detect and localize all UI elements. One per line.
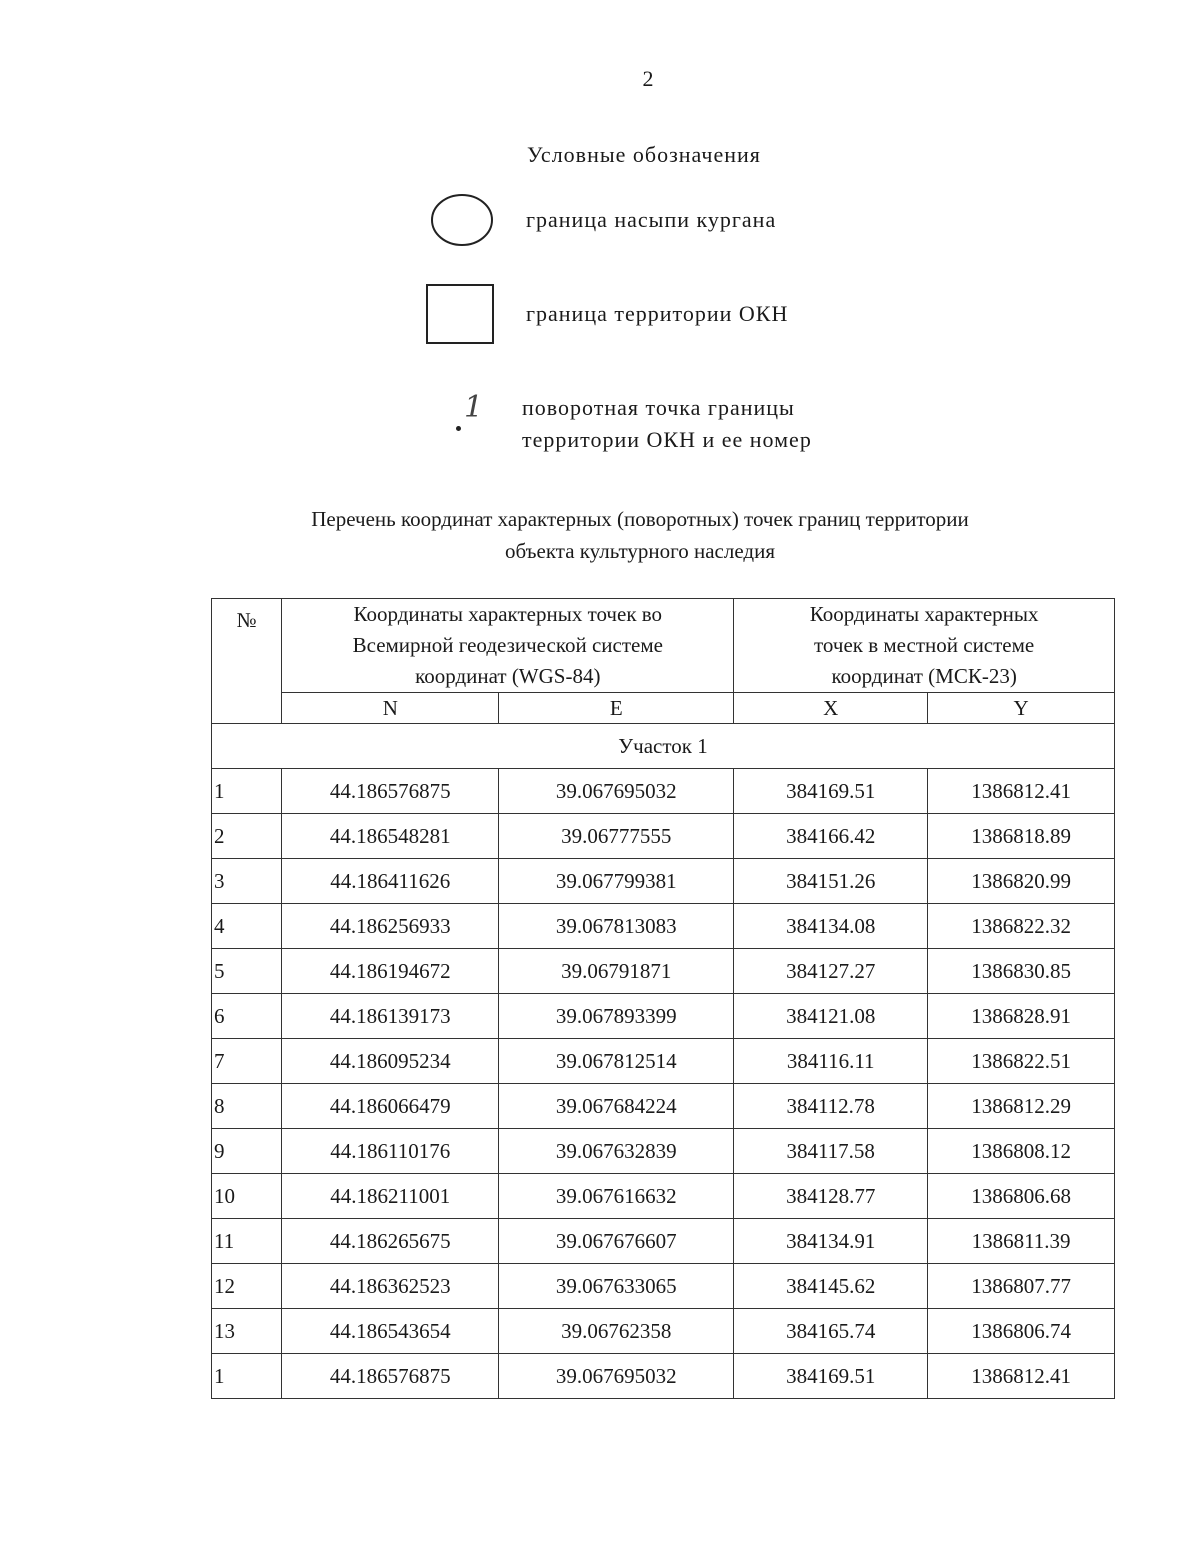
- cell-e: 39.067813083: [499, 904, 734, 949]
- table-row: [212, 1129, 1115, 1174]
- cell-y: 1386812.41: [928, 1354, 1115, 1399]
- cell-number: 9: [212, 1129, 282, 1174]
- cell-e: 39.06762358: [499, 1309, 734, 1354]
- cell-number: 11: [212, 1219, 282, 1264]
- legend-title: Условные обозначения: [527, 142, 761, 167]
- table-row: [212, 994, 1115, 1039]
- header-x: X: [734, 693, 928, 724]
- cell-x: 384116.11: [734, 1039, 928, 1084]
- table-row: [212, 1354, 1115, 1399]
- header-e: E: [499, 693, 734, 724]
- section-row: Участок 1: [212, 724, 1115, 769]
- cell-y: 1386811.39: [928, 1219, 1115, 1264]
- cell-y: 1386818.89: [928, 814, 1115, 859]
- square-outline-icon: [420, 284, 500, 344]
- cell-y: 1386807.77: [928, 1264, 1115, 1309]
- header-n: N: [282, 693, 499, 724]
- header-wgs84-line2: Всемирной геодезической системе: [352, 633, 663, 657]
- header-wgs84-line3: координат (WGS-84): [415, 664, 601, 688]
- cell-x: 384151.26: [734, 859, 928, 904]
- caption-line2: объекта культурного наследия: [505, 539, 775, 563]
- cell-number: 1: [212, 769, 282, 814]
- header-msk23-line2: точек в местной системе: [814, 633, 1035, 657]
- table-row: [212, 1219, 1115, 1264]
- cell-x: 384166.42: [734, 814, 928, 859]
- coordinates-table: [211, 598, 1115, 1399]
- cell-y: 1386830.85: [928, 949, 1115, 994]
- legend-item-turning-point: [420, 392, 812, 456]
- cell-n: 44.186576875: [282, 1354, 499, 1399]
- cell-x: 384128.77: [734, 1174, 928, 1219]
- cell-e: 39.067676607: [499, 1219, 734, 1264]
- header-wgs84: [282, 599, 734, 693]
- cell-x: 384112.78: [734, 1084, 928, 1129]
- legend-label: граница насыпи кургана: [526, 207, 777, 232]
- table-row: [212, 904, 1115, 949]
- table-row: [212, 814, 1115, 859]
- cell-n: 44.186411626: [282, 859, 499, 904]
- cell-y: 1386806.74: [928, 1309, 1115, 1354]
- cell-n: 44.186265675: [282, 1219, 499, 1264]
- page-number: 2: [642, 66, 654, 91]
- cell-number: 8: [212, 1084, 282, 1129]
- cell-e: 39.067633065: [499, 1264, 734, 1309]
- cell-e: 39.06777555: [499, 814, 734, 859]
- circle-outline-icon: [420, 190, 500, 250]
- cell-x: 384169.51: [734, 1354, 928, 1399]
- header-msk23-line1: Координаты характерных: [809, 602, 1039, 626]
- cell-x: 384145.62: [734, 1264, 928, 1309]
- table-row: [212, 1264, 1115, 1309]
- cell-x: 384134.91: [734, 1219, 928, 1264]
- legend-label-line2: территории ОКН и ее номер: [522, 427, 812, 452]
- table-caption: [180, 503, 1100, 567]
- cell-x: 384134.08: [734, 904, 928, 949]
- cell-e: 39.06791871: [499, 949, 734, 994]
- cell-number: 7: [212, 1039, 282, 1084]
- cell-n: 44.186110176: [282, 1129, 499, 1174]
- cell-e: 39.067893399: [499, 994, 734, 1039]
- cell-n: 44.186256933: [282, 904, 499, 949]
- table-row: [212, 1174, 1115, 1219]
- cell-number: 12: [212, 1264, 282, 1309]
- caption-line1: Перечень координат характерных (поворотных) точек границ территории: [311, 507, 969, 531]
- cell-n: 44.186548281: [282, 814, 499, 859]
- cell-number: 4: [212, 904, 282, 949]
- cell-number: 6: [212, 994, 282, 1039]
- table-row: [212, 769, 1115, 814]
- point-marker-icon: [420, 392, 500, 456]
- table-row: [212, 859, 1115, 904]
- legend-item-territory-boundary: [420, 284, 788, 344]
- cell-n: 44.186362523: [282, 1264, 499, 1309]
- cell-y: 1386820.99: [928, 859, 1115, 904]
- cell-e: 39.067684224: [499, 1084, 734, 1129]
- legend-label: граница территории ОКН: [526, 301, 789, 326]
- cell-x: 384117.58: [734, 1129, 928, 1174]
- cell-number: 13: [212, 1309, 282, 1354]
- cell-n: 44.186139173: [282, 994, 499, 1039]
- cell-x: 384127.27: [734, 949, 928, 994]
- header-y: Y: [928, 693, 1115, 724]
- point-marker-dot: [456, 426, 461, 431]
- cell-e: 39.067632839: [499, 1129, 734, 1174]
- cell-x: 384121.08: [734, 994, 928, 1039]
- legend-item-mound-boundary: [420, 190, 776, 250]
- cell-y: 1386828.91: [928, 994, 1115, 1039]
- cell-number: 5: [212, 949, 282, 994]
- table-row: [212, 949, 1115, 994]
- cell-e: 39.067812514: [499, 1039, 734, 1084]
- legend-label-line1: поворотная точка границы: [522, 395, 795, 420]
- cell-e: 39.067799381: [499, 859, 734, 904]
- table-row: [212, 1039, 1115, 1084]
- cell-y: 1386806.68: [928, 1174, 1115, 1219]
- cell-y: 1386822.32: [928, 904, 1115, 949]
- cell-number: 10: [212, 1174, 282, 1219]
- table-row: [212, 1084, 1115, 1129]
- cell-number: 3: [212, 859, 282, 904]
- cell-x: 384169.51: [734, 769, 928, 814]
- legend-label: [522, 392, 812, 456]
- table-row: [212, 1309, 1115, 1354]
- cell-y: 1386812.29: [928, 1084, 1115, 1129]
- point-marker-number: 1: [464, 390, 484, 425]
- cell-number: 1: [212, 1354, 282, 1399]
- header-msk23-line3: координат (МСК-23): [831, 664, 1017, 688]
- cell-n: 44.186543654: [282, 1309, 499, 1354]
- cell-number: 2: [212, 814, 282, 859]
- header-wgs84-line1: Координаты характерных точек во: [353, 602, 663, 626]
- cell-n: 44.186576875: [282, 769, 499, 814]
- header-number: №: [212, 599, 282, 724]
- cell-e: 39.067695032: [499, 1354, 734, 1399]
- cell-e: 39.067695032: [499, 769, 734, 814]
- cell-n: 44.186194672: [282, 949, 499, 994]
- cell-y: 1386812.41: [928, 769, 1115, 814]
- cell-y: 1386822.51: [928, 1039, 1115, 1084]
- cell-n: 44.186211001: [282, 1174, 499, 1219]
- header-msk23: [734, 599, 1115, 693]
- cell-n: 44.186066479: [282, 1084, 499, 1129]
- cell-x: 384165.74: [734, 1309, 928, 1354]
- cell-n: 44.186095234: [282, 1039, 499, 1084]
- cell-e: 39.067616632: [499, 1174, 734, 1219]
- cell-y: 1386808.12: [928, 1129, 1115, 1174]
